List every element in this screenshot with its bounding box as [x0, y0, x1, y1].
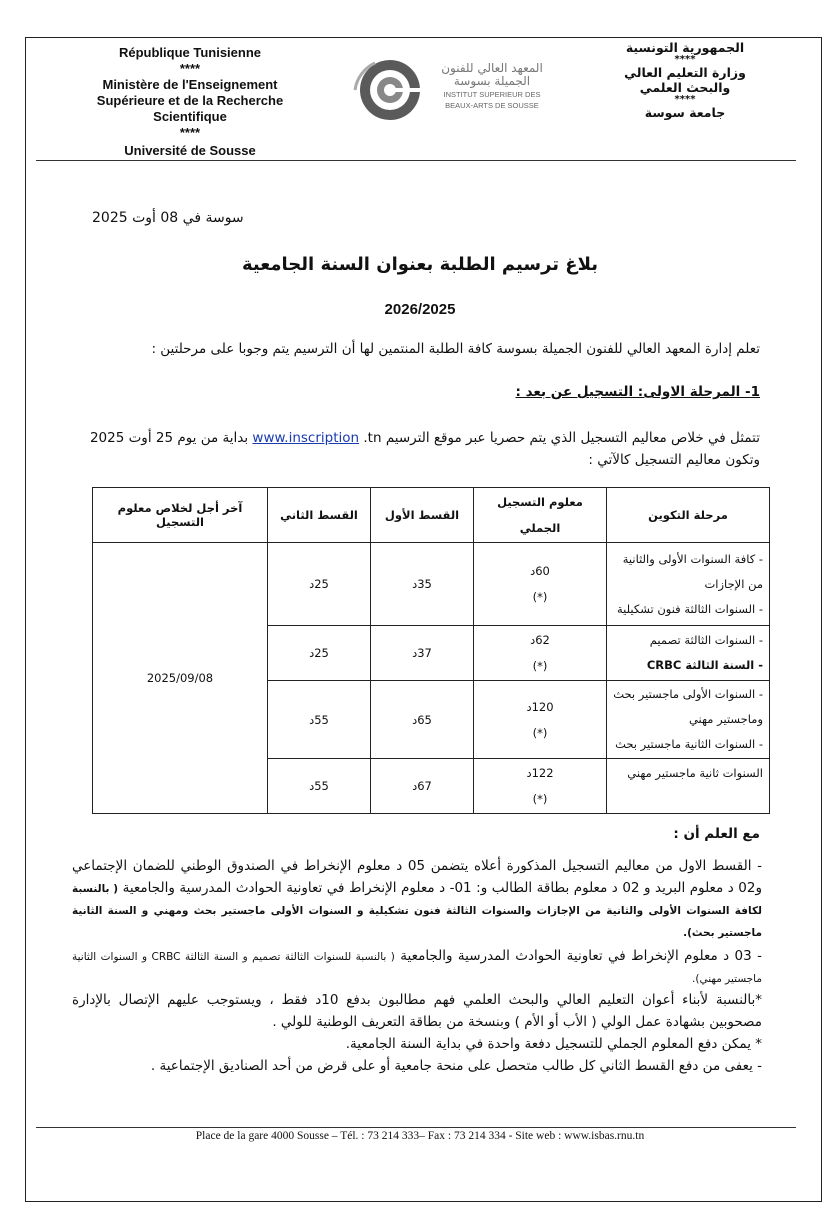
logo-ar-line: الجميلة بسوسة — [453, 74, 531, 88]
cell-first: 37د — [371, 626, 474, 681]
note-paragraph — [72, 855, 762, 943]
cell-second: 55د — [268, 759, 371, 814]
fees-table — [92, 487, 770, 814]
phase1-heading: 1- المرحلة الاولى: التسجيل عن بعد : — [515, 384, 760, 400]
header-arabic — [600, 40, 770, 120]
cell-total — [474, 543, 607, 626]
inscription-link-text[interactable]: www.inscription — [252, 430, 360, 446]
header-fr-line: Ministère de l'Enseignement — [102, 77, 278, 92]
header-fr-line: Scientifique — [153, 109, 227, 124]
note-paragraph: - يعفى من دفع القسط الثاني كل طالب متحصل على منحة جامعية أو على قرض من أحد الصناديق الإجتماعية . — [150, 1058, 762, 1074]
header-ar-line: الجمهورية التونسية — [625, 40, 745, 55]
cell-second: 55د — [268, 681, 371, 759]
total-value: 122د — [526, 766, 554, 780]
total-mark: (*) — [532, 725, 548, 740]
cell-second: 25د — [268, 543, 371, 626]
note-paragraph: *بالنسبة لأبناء أعوان التعليم العالي والبحث العلمي فهم مطالبون بدفع 10د فقط ، ويستوجب عليهم الإتصال بالإدارة مصحوبين بشهادة عمل الولي ( الأب أو الأم ) وبنسخة من بطاقة التعريف الوطنية للولي . — [72, 992, 762, 1030]
total-mark: (*) — [532, 792, 548, 806]
note-paragraph: * يمكن دفع المعلوم الجملي للتسجيل دفعة واحدة في بداية السنة الجامعية. — [345, 1036, 762, 1052]
table-header-row — [93, 488, 770, 543]
cell-first: 65د — [371, 681, 474, 759]
logo-fr-line: INSTITUT SUPERIEUR DES — [443, 90, 541, 99]
header-ar-line: **** — [674, 94, 696, 105]
level-line: من الإجازات — [704, 576, 763, 591]
note-text: - 03 د معلوم الإنخراط في تعاونية الحوادث المدرسية والجامعية — [400, 948, 762, 964]
cell-second: 25د — [268, 626, 371, 681]
document-title: بلاغ ترسيم الطلبة بعنوان السنة الجامعية — [241, 254, 599, 275]
header-fr-line: **** — [179, 125, 201, 140]
level-line: - كافة السنوات الأولى والثانية — [622, 551, 763, 566]
col-header-deadline: آخر أجل لخلاص معلوم التسجيل — [93, 488, 268, 543]
total-value: 62د — [530, 633, 550, 647]
cell-level — [607, 543, 770, 626]
note-paragraph — [72, 945, 762, 989]
note-text-bold: ( بالنسبة لكافة السنوات الأولى والثانية من الإجازات والسنوات الثالثة فنون تشكيلية و السنوات الأولى ماجستير بحث ومهني و السنة الثانية ماجستير بحث). — [72, 883, 762, 939]
header-ar-line: وزارة التعليم العالي — [624, 65, 746, 80]
header-fr-line: Supérieure et de la Recherche — [96, 93, 284, 108]
notes-heading: مع العلم أن : — [673, 826, 760, 842]
logo-caption — [432, 62, 552, 110]
cell-first: 67د — [371, 759, 474, 814]
level-line: - السنوات الثالثة فنون تشكيلية — [616, 601, 763, 616]
level-line: وماجستير مهني — [688, 712, 763, 726]
level-line: السنوات ثانية ماجستير مهني — [627, 766, 763, 780]
total-value: 120د — [526, 699, 554, 714]
table-row — [93, 543, 770, 626]
notes-body — [72, 855, 762, 1077]
header-ar-line: والبحث العلمي — [639, 80, 731, 95]
header-divider — [36, 160, 796, 161]
total-value: 60د — [530, 564, 550, 578]
col-header-first: القسط الأول — [371, 488, 474, 543]
cell-first: 35د — [371, 543, 474, 626]
inscription-link[interactable] — [252, 430, 381, 446]
cell-level — [607, 681, 770, 759]
footer-divider — [36, 1127, 796, 1128]
cell-deadline: 2025/09/08 — [93, 543, 268, 814]
phase1-text-b: بداية من يوم 25 أوت 2025 وتكون معاليم التسجيل كالآتي : — [89, 430, 760, 468]
intro-paragraph: تعلم إدارة المعهد العالي للفنون الجميلة بسوسة كافة الطلبة المنتمين لها أن الترسيم يتم وجوبا على مرحلتين : — [151, 341, 760, 357]
header-ar-line: **** — [674, 54, 696, 65]
note-text-small: ( بالنسبة للسنوات الثالثة تصميم و السنة الثالثة CRBC و السنوات الثانية ماجستير مهني). — [72, 951, 762, 985]
cell-total — [474, 626, 607, 681]
level-line: - السنة الثالثة CRBC — [646, 658, 763, 672]
header-french — [80, 45, 300, 159]
total-mark: (*) — [532, 590, 548, 604]
phase1-paragraph — [70, 427, 760, 471]
col-header-second: القسط الثاني — [268, 488, 371, 543]
inscription-link-tld: .tn — [363, 430, 382, 446]
document-date: سوسة في 08 أوت 2025 — [92, 210, 244, 226]
note-text: - القسط الاول من معاليم التسجيل المذكورة أعلاه يتضمن 05 د معلوم الإنخراط في الصندوق الوطني للضمان الإجتماعي و02 د معلوم البريد و 02 د معلوم بطاقة الطالب و: 01- د معلوم الإنخراط في تعاونية الحوادث المدرسية والجامعية — [72, 858, 762, 896]
footer-contact: Place de la gare 4000 Sousse – Tél. : 73 214 333– Fax : 73 214 334 - Site web : www.isbas.rnu.tn — [195, 1130, 645, 1142]
header-ar-line: جامعة سوسة — [644, 105, 726, 120]
total-mark: (*) — [532, 659, 548, 673]
academic-year: 2026/2025 — [384, 301, 456, 318]
level-line: - السنوات الأولى ماجستير بحث — [613, 687, 763, 701]
level-line: - السنوات الثانية ماجستير بحث — [615, 737, 763, 751]
header-fr-line: République Tunisienne — [118, 45, 262, 60]
institute-logo-icon — [345, 55, 435, 125]
cell-level — [607, 759, 770, 814]
header-fr-line: Université de Sousse — [124, 143, 256, 158]
logo-ar-line: المعهد العالي للفنون — [441, 61, 543, 75]
phase1-text-a: تتمثل في خلاص معاليم التسجيل الذي يتم حصريا عبر موقع الترسيم — [385, 430, 760, 446]
col-header-total: معلوم التسجيل الجملي — [474, 488, 607, 543]
col-header-level: مرحلة التكوين — [607, 488, 770, 543]
cell-total — [474, 681, 607, 759]
header-fr-line: **** — [179, 61, 201, 76]
logo-fr-line: BEAUX-ARTS DE SOUSSE — [445, 101, 539, 110]
level-line: - السنوات الثالثة تصميم — [649, 633, 763, 647]
cell-level — [607, 626, 770, 681]
cell-total — [474, 759, 607, 814]
